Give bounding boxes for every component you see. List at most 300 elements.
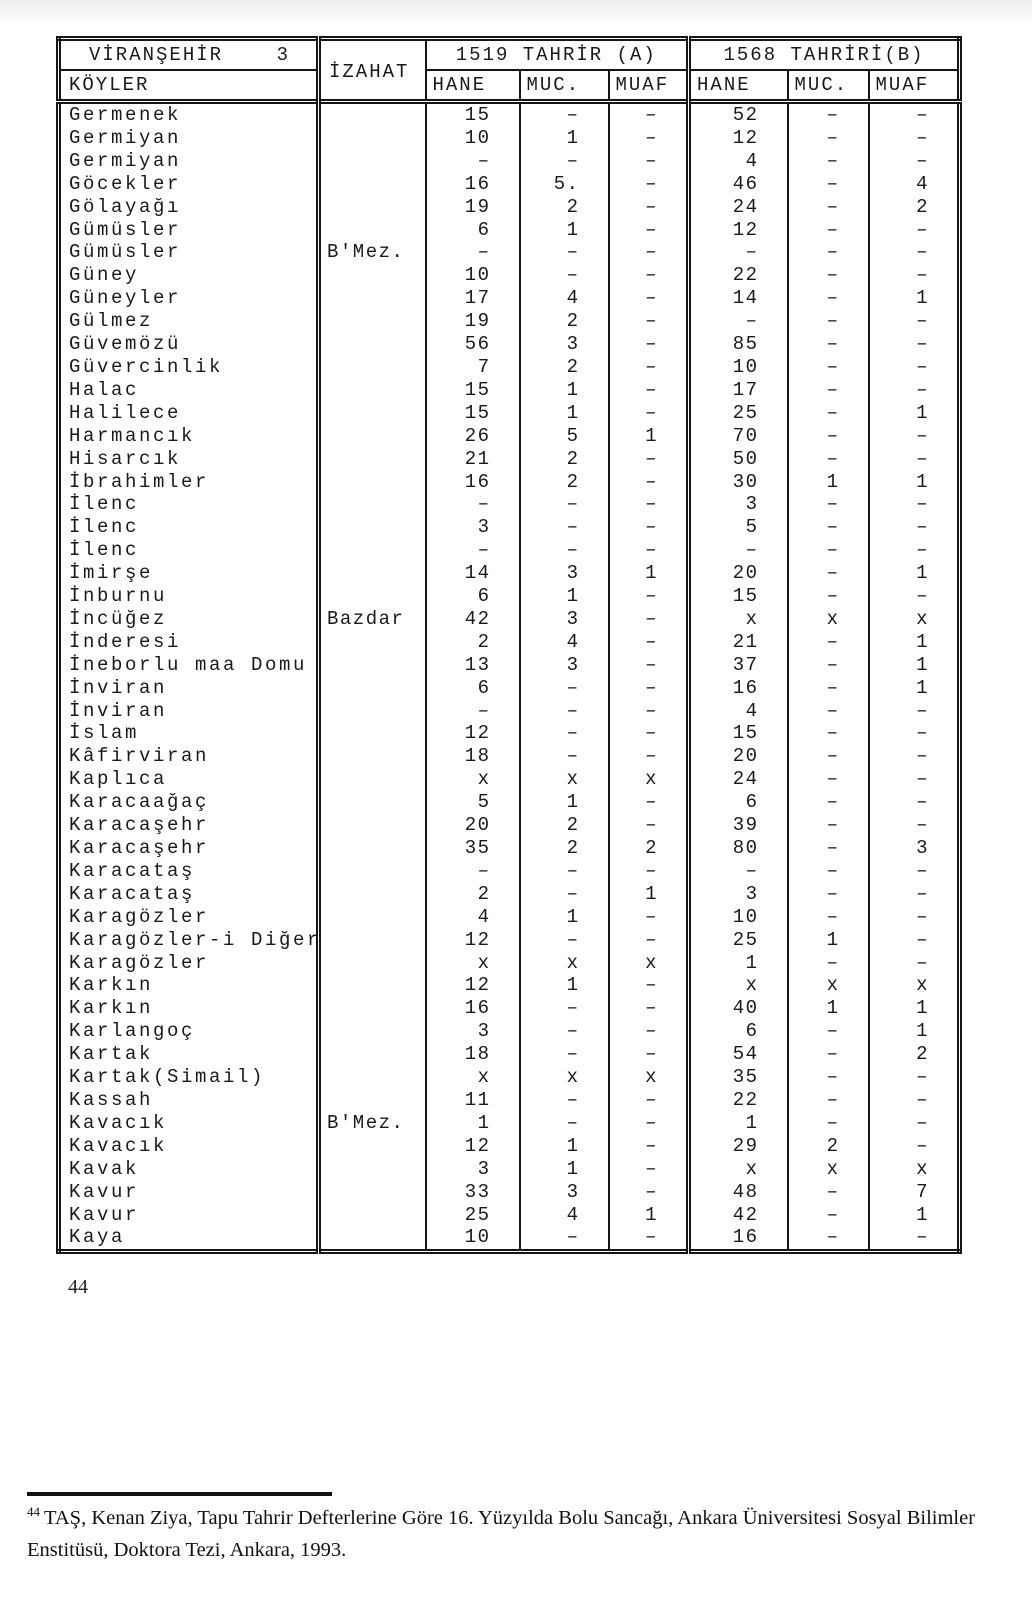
izahat-cell <box>319 1204 426 1227</box>
village-name-cell: Karacataş <box>69 882 196 905</box>
village-name-cell: Güney <box>69 264 140 287</box>
muaf-1568-cell: – <box>869 906 960 929</box>
izahat-cell: B'Mez. <box>319 1112 426 1135</box>
village-name-cell: İncüğez <box>69 607 168 630</box>
muc-1568-cell: – <box>788 448 869 471</box>
hane-1519-cell: 12 <box>426 1135 520 1158</box>
village-name-cell: Germiyan <box>69 126 182 149</box>
table-row <box>59 929 960 952</box>
muc-1568-cell: 1 <box>788 997 869 1020</box>
muaf-1519-cell: – <box>609 379 689 402</box>
hane-1568-cell: 3 <box>689 883 788 906</box>
muc-1568-cell: – <box>788 1089 869 1112</box>
muc-1519-cell: – <box>520 539 609 562</box>
muaf-1519-cell: – <box>609 1158 689 1181</box>
izahat-cell <box>319 906 426 929</box>
muc-1568-cell: – <box>788 333 869 356</box>
village-name-cell: İnviran <box>69 699 168 722</box>
muaf-1568-cell: 3 <box>869 837 960 860</box>
izahat-column-header: İZAHAT <box>319 39 426 102</box>
izahat-cell <box>319 1020 426 1043</box>
hane-1519-cell: – <box>426 241 520 264</box>
muaf-1519-cell: – <box>609 608 689 631</box>
hane-1568-cell: x <box>689 608 788 631</box>
hane-1568-cell: 14 <box>689 287 788 310</box>
muaf-1519-cell: x <box>609 768 689 791</box>
table-row <box>59 700 960 723</box>
hane-1519-cell: 3 <box>426 1158 520 1181</box>
hane-1519-cell: 6 <box>426 585 520 608</box>
muc-1519-cell: – <box>520 1043 609 1066</box>
village-name-cell: İlenc <box>69 516 140 539</box>
izahat-cell <box>319 471 426 494</box>
hane-1568-cell: 48 <box>689 1181 788 1204</box>
hane-1519-cell: 12 <box>426 974 520 997</box>
village-name-cell: Karacaşehr <box>69 814 210 837</box>
muc-1519-cell: – <box>520 1226 609 1251</box>
muc-1568-cell: – <box>788 264 869 287</box>
muc-1519-cell: 2 <box>520 837 609 860</box>
muaf-1568-cell: – <box>869 102 960 127</box>
muc-1519-cell: 4 <box>520 287 609 310</box>
izahat-cell <box>319 722 426 745</box>
village-name-cell: Gümüsler <box>69 218 182 241</box>
izahat-cell <box>319 425 426 448</box>
izahat-cell <box>319 952 426 975</box>
table-row <box>59 241 960 264</box>
hane-1519-cell: 16 <box>426 173 520 196</box>
muaf-1519-cell: – <box>609 196 689 219</box>
muaf-1519-cell: – <box>609 516 689 539</box>
muaf-1519-cell: – <box>609 1089 689 1112</box>
village-name-cell: Güvercinlik <box>69 355 224 378</box>
table-row <box>59 264 960 287</box>
hane-1519-cell: – <box>426 150 520 173</box>
village-name-cell: Germiyan <box>69 149 182 172</box>
muc-1568-cell: – <box>788 768 869 791</box>
village-name-cell: İnderesi <box>69 630 182 653</box>
muc-1519-cell: x <box>520 768 609 791</box>
muaf-1519-cell: 1 <box>609 562 689 585</box>
hane-1519-cell: 10 <box>426 127 520 150</box>
hane-1568-cell: 6 <box>689 791 788 814</box>
muaf-1519-cell: – <box>609 173 689 196</box>
hane-1568-cell: 25 <box>689 929 788 952</box>
hane-1568-cell: 16 <box>689 677 788 700</box>
muaf-1568-cell: – <box>869 700 960 723</box>
muc-1519-cell: – <box>520 745 609 768</box>
table-row <box>59 631 960 654</box>
muc-1519-cell: 1 <box>520 585 609 608</box>
muaf-1568-cell: x <box>869 974 960 997</box>
hane-1568-cell: 21 <box>689 631 788 654</box>
hane-1519-cell: 35 <box>426 837 520 860</box>
muc-1568-cell: – <box>788 516 869 539</box>
izahat-cell <box>319 1135 426 1158</box>
hane-1568-cell: 50 <box>689 448 788 471</box>
village-name-cell: İlenc <box>69 493 140 516</box>
footnote <box>27 1502 977 1566</box>
village-name-cell: Kavak <box>69 1157 140 1180</box>
muaf-1519-cell: – <box>609 700 689 723</box>
izahat-cell <box>319 677 426 700</box>
muc-1568-cell: – <box>788 677 869 700</box>
scan-edge-artifact <box>0 0 1032 20</box>
muc-1519-cell: 1 <box>520 1135 609 1158</box>
muaf-1519-cell: – <box>609 219 689 242</box>
hane-1519-cell: 56 <box>426 333 520 356</box>
muaf-1568-cell: – <box>869 127 960 150</box>
muc-1568-cell: – <box>788 402 869 425</box>
muc-1519-cell: 3 <box>520 1181 609 1204</box>
muc-1519-cell: – <box>520 516 609 539</box>
hane-1519-cell: 1 <box>426 1112 520 1135</box>
village-name-cell: Kaya <box>69 1226 126 1249</box>
hane-1519-cell: 13 <box>426 654 520 677</box>
tahrir-comparison-table <box>56 36 962 1254</box>
village-name-cell: Güvemözü <box>69 333 182 356</box>
village-name-cell: Halac <box>69 378 140 401</box>
izahat-cell <box>319 310 426 333</box>
muc-1568-cell: 2 <box>788 1135 869 1158</box>
muc-1568-cell: – <box>788 585 869 608</box>
muaf-1519-cell: – <box>609 402 689 425</box>
muaf-1568-cell: – <box>869 356 960 379</box>
muaf-1568-cell: – <box>869 585 960 608</box>
muc-1568-cell: – <box>788 860 869 883</box>
hane-1568-cell: 12 <box>689 127 788 150</box>
muaf-1568-cell: – <box>869 1066 960 1089</box>
village-name-cell: Karagözler <box>69 951 210 974</box>
muaf-1568-cell: – <box>869 745 960 768</box>
koyler-header: KÖYLER <box>69 74 150 96</box>
muaf-1519-cell: – <box>609 860 689 883</box>
table-row <box>59 287 960 310</box>
izahat-cell <box>319 1181 426 1204</box>
izahat-cell <box>319 791 426 814</box>
table-row <box>59 722 960 745</box>
muc-1519-cell: 3 <box>520 654 609 677</box>
village-name-cell: Kassah <box>69 1088 154 1111</box>
muc-1519-cell: 1 <box>520 974 609 997</box>
muc-1519-cell: – <box>520 102 609 127</box>
village-name-cell: Karlangoç <box>69 1020 196 1043</box>
village-name-cell: Kavacık <box>69 1134 168 1157</box>
muc-1568-cell: – <box>788 883 869 906</box>
muc-1568-cell: x <box>788 1158 869 1181</box>
hane-1519-cell: 3 <box>426 1020 520 1043</box>
hane-1568-cell: 35 <box>689 1066 788 1089</box>
muaf-1568-cell: – <box>869 814 960 837</box>
village-name-cell: Kaplıca <box>69 768 168 791</box>
izahat-cell <box>319 654 426 677</box>
hane-1519-cell: 19 <box>426 196 520 219</box>
izahat-cell <box>319 102 426 127</box>
muaf-1519-cell: – <box>609 677 689 700</box>
muaf-1519-cell: – <box>609 997 689 1020</box>
village-name-cell: Karkın <box>69 997 154 1020</box>
hane-1519-cell: 2 <box>426 631 520 654</box>
hane-1519-cell: 19 <box>426 310 520 333</box>
village-name-cell: İlenc <box>69 539 140 562</box>
muaf-1519-cell: x <box>609 1066 689 1089</box>
muaf-1519-cell: – <box>609 1181 689 1204</box>
hane-1568-cell: 5 <box>689 516 788 539</box>
hane-1568-cell: 20 <box>689 745 788 768</box>
muaf-1519-cell: – <box>609 654 689 677</box>
muc-1519-cell: 2 <box>520 310 609 333</box>
muc-1568-cell: – <box>788 722 869 745</box>
hane-1519-cell: 15 <box>426 402 520 425</box>
hane-1519-cell: 6 <box>426 677 520 700</box>
muc-1519-cell: – <box>520 677 609 700</box>
muaf-1568-cell: 1 <box>869 631 960 654</box>
muc-1519-cell: 1 <box>520 791 609 814</box>
muaf-1519-cell: – <box>609 448 689 471</box>
hane-1568-cell: 24 <box>689 768 788 791</box>
table-row <box>59 127 960 150</box>
muaf-1568-cell: – <box>869 539 960 562</box>
muc-1519-cell: 2 <box>520 448 609 471</box>
table-row <box>59 402 960 425</box>
izahat-cell: B'Mez. <box>319 241 426 264</box>
muc-1519-cell: 3 <box>520 333 609 356</box>
muaf-1519-cell: – <box>609 631 689 654</box>
village-name-cell: Kartak <box>69 1043 154 1066</box>
hane-1568-cell: 29 <box>689 1135 788 1158</box>
muc-1519-cell: – <box>520 929 609 952</box>
muc-1568-cell: – <box>788 310 869 333</box>
hane-1519-cell: 26 <box>426 425 520 448</box>
muc-1519-cell: 1 <box>520 379 609 402</box>
village-name-cell: Karkın <box>69 974 154 997</box>
muaf-1568-cell: 2 <box>869 1043 960 1066</box>
table-row <box>59 883 960 906</box>
hane-1519-cell: 12 <box>426 929 520 952</box>
muc-1568-cell: – <box>788 425 869 448</box>
izahat-cell <box>319 127 426 150</box>
muc-1519-cell: 5. <box>520 173 609 196</box>
izahat-cell <box>319 287 426 310</box>
muc-1568-cell: – <box>788 1226 869 1251</box>
muc-1519-cell: x <box>520 1066 609 1089</box>
hane-1568-cell: 4 <box>689 700 788 723</box>
table-row <box>59 585 960 608</box>
muaf-1519-cell: – <box>609 150 689 173</box>
table-row <box>59 974 960 997</box>
hane-1568-cell: 52 <box>689 102 788 127</box>
hane-1568-cell: – <box>689 310 788 333</box>
muc-1568-cell: 1 <box>788 471 869 494</box>
muc-1568-cell: – <box>788 219 869 242</box>
muaf-1568-cell: – <box>869 150 960 173</box>
muc-1519-cell: – <box>520 1089 609 1112</box>
hane-1568-cell: 30 <box>689 471 788 494</box>
izahat-cell <box>319 173 426 196</box>
muc-1568-cell: – <box>788 654 869 677</box>
muc-1568-cell: – <box>788 791 869 814</box>
hane-1519-cell: 20 <box>426 814 520 837</box>
muaf-1519-cell: – <box>609 493 689 516</box>
table-row <box>59 150 960 173</box>
muaf-1568-cell: 2 <box>869 196 960 219</box>
muc-1568-cell: – <box>788 173 869 196</box>
hane-1519-cell: – <box>426 700 520 723</box>
muc-1519-cell: – <box>520 264 609 287</box>
table-row <box>59 608 960 631</box>
table-row <box>59 471 960 494</box>
muaf-1519-cell: – <box>609 791 689 814</box>
muaf-1568-cell: – <box>869 219 960 242</box>
hane-1568-cell: 10 <box>689 906 788 929</box>
table-row <box>59 837 960 860</box>
izahat-cell <box>319 814 426 837</box>
muc-1519-cell: 2 <box>520 356 609 379</box>
hane-1519-cell: 33 <box>426 1181 520 1204</box>
muaf-1519-cell: – <box>609 471 689 494</box>
hane-1519-cell: 16 <box>426 997 520 1020</box>
izahat-cell <box>319 333 426 356</box>
table-row <box>59 102 960 127</box>
muaf-1519-cell: – <box>609 906 689 929</box>
izahat-cell <box>319 516 426 539</box>
table-row <box>59 219 960 242</box>
muc-1568-cell: – <box>788 837 869 860</box>
muaf-1568-cell: 1 <box>869 677 960 700</box>
hane-1568-cell: 37 <box>689 654 788 677</box>
izahat-cell <box>319 1043 426 1066</box>
muaf-1568-cell: – <box>869 722 960 745</box>
muc-1519-cell: 1 <box>520 127 609 150</box>
header-row-subcolumns <box>59 70 960 102</box>
muaf-a-header: MUAF <box>609 70 689 102</box>
muaf-1519-cell: – <box>609 745 689 768</box>
table-row <box>59 333 960 356</box>
muaf-1519-cell: 2 <box>609 837 689 860</box>
muaf-1568-cell: – <box>869 1112 960 1135</box>
muaf-1519-cell: – <box>609 310 689 333</box>
muc-1568-cell: x <box>788 974 869 997</box>
muc-1568-cell: – <box>788 1020 869 1043</box>
muaf-1568-cell: 4 <box>869 173 960 196</box>
table-row <box>59 562 960 585</box>
table-title: VİRANŞEHİR 3 <box>59 39 319 71</box>
table-row <box>59 1158 960 1181</box>
muaf-1519-cell: – <box>609 356 689 379</box>
village-name-cell: Kavur <box>69 1203 140 1226</box>
hane-1568-cell: 39 <box>689 814 788 837</box>
muaf-1519-cell: 1 <box>609 1204 689 1227</box>
muc-1519-cell: – <box>520 1112 609 1135</box>
hane-1568-cell: 80 <box>689 837 788 860</box>
hane-1568-cell: 22 <box>689 264 788 287</box>
table-row <box>59 1066 960 1089</box>
muaf-1519-cell: – <box>609 722 689 745</box>
hane-1568-cell: 10 <box>689 356 788 379</box>
muaf-1568-cell: – <box>869 768 960 791</box>
village-name-cell: Hisarcık <box>69 447 182 470</box>
table-header <box>59 39 960 102</box>
hane-b-header: HANE <box>689 70 788 102</box>
muaf-1568-cell: – <box>869 448 960 471</box>
muc-1568-cell: – <box>788 1204 869 1227</box>
muaf-1519-cell: – <box>609 814 689 837</box>
village-name-cell: Halilece <box>69 401 182 424</box>
hane-1519-cell: 42 <box>426 608 520 631</box>
hane-1568-cell: x <box>689 974 788 997</box>
hane-1568-cell: 4 <box>689 150 788 173</box>
hane-1568-cell: 25 <box>689 402 788 425</box>
footnote-marker: 44 <box>27 1504 40 1519</box>
muaf-1568-cell: 1 <box>869 471 960 494</box>
izahat-cell <box>319 700 426 723</box>
village-name-cell: Gülmez <box>69 310 154 333</box>
muaf-1519-cell: – <box>609 1112 689 1135</box>
muc-1519-cell: – <box>520 700 609 723</box>
hane-1568-cell: 70 <box>689 425 788 448</box>
muc-1519-cell: – <box>520 1020 609 1043</box>
table-row <box>59 493 960 516</box>
table-row <box>59 1226 960 1251</box>
muaf-1568-cell: – <box>869 1226 960 1251</box>
muc-1568-cell: – <box>788 379 869 402</box>
muc-1519-cell: 1 <box>520 906 609 929</box>
muaf-1568-cell: 1 <box>869 1204 960 1227</box>
table-row <box>59 448 960 471</box>
hane-1568-cell: 3 <box>689 493 788 516</box>
table-row <box>59 1135 960 1158</box>
hane-1519-cell: 11 <box>426 1089 520 1112</box>
muc-1568-cell: – <box>788 241 869 264</box>
muaf-1568-cell: x <box>869 608 960 631</box>
village-name-cell: Gümüsler <box>69 241 182 264</box>
muc-1519-cell: – <box>520 241 609 264</box>
village-name-cell: Gölayağı <box>69 195 182 218</box>
muc-1568-cell: – <box>788 952 869 975</box>
izahat-cell <box>319 997 426 1020</box>
muaf-1568-cell: 1 <box>869 654 960 677</box>
hane-1568-cell: 22 <box>689 1089 788 1112</box>
muaf-1568-cell: – <box>869 929 960 952</box>
table-row <box>59 539 960 562</box>
muc-1519-cell: – <box>520 883 609 906</box>
hane-1568-cell: 17 <box>689 379 788 402</box>
muc-1519-cell: 4 <box>520 631 609 654</box>
table-row <box>59 1020 960 1043</box>
izahat-cell <box>319 1089 426 1112</box>
muc-1568-cell: – <box>788 1181 869 1204</box>
muc-1568-cell: – <box>788 906 869 929</box>
table-row <box>59 952 960 975</box>
village-name-cell: İneborlu maa Domu <box>69 653 308 676</box>
izahat-cell <box>319 562 426 585</box>
muaf-1568-cell: – <box>869 1135 960 1158</box>
muc-1519-cell: 3 <box>520 608 609 631</box>
izahat-cell <box>319 837 426 860</box>
hane-1519-cell: – <box>426 539 520 562</box>
hane-1568-cell: 15 <box>689 585 788 608</box>
table-row <box>59 173 960 196</box>
muc-1519-cell: 1 <box>520 219 609 242</box>
hane-1568-cell: – <box>689 860 788 883</box>
muc-1568-cell: – <box>788 356 869 379</box>
hane-1519-cell: 18 <box>426 1043 520 1066</box>
muc-1568-cell: – <box>788 539 869 562</box>
muaf-1568-cell: x <box>869 1158 960 1181</box>
hane-1568-cell: 42 <box>689 1204 788 1227</box>
muaf-1519-cell: – <box>609 1043 689 1066</box>
muaf-1519-cell: – <box>609 974 689 997</box>
